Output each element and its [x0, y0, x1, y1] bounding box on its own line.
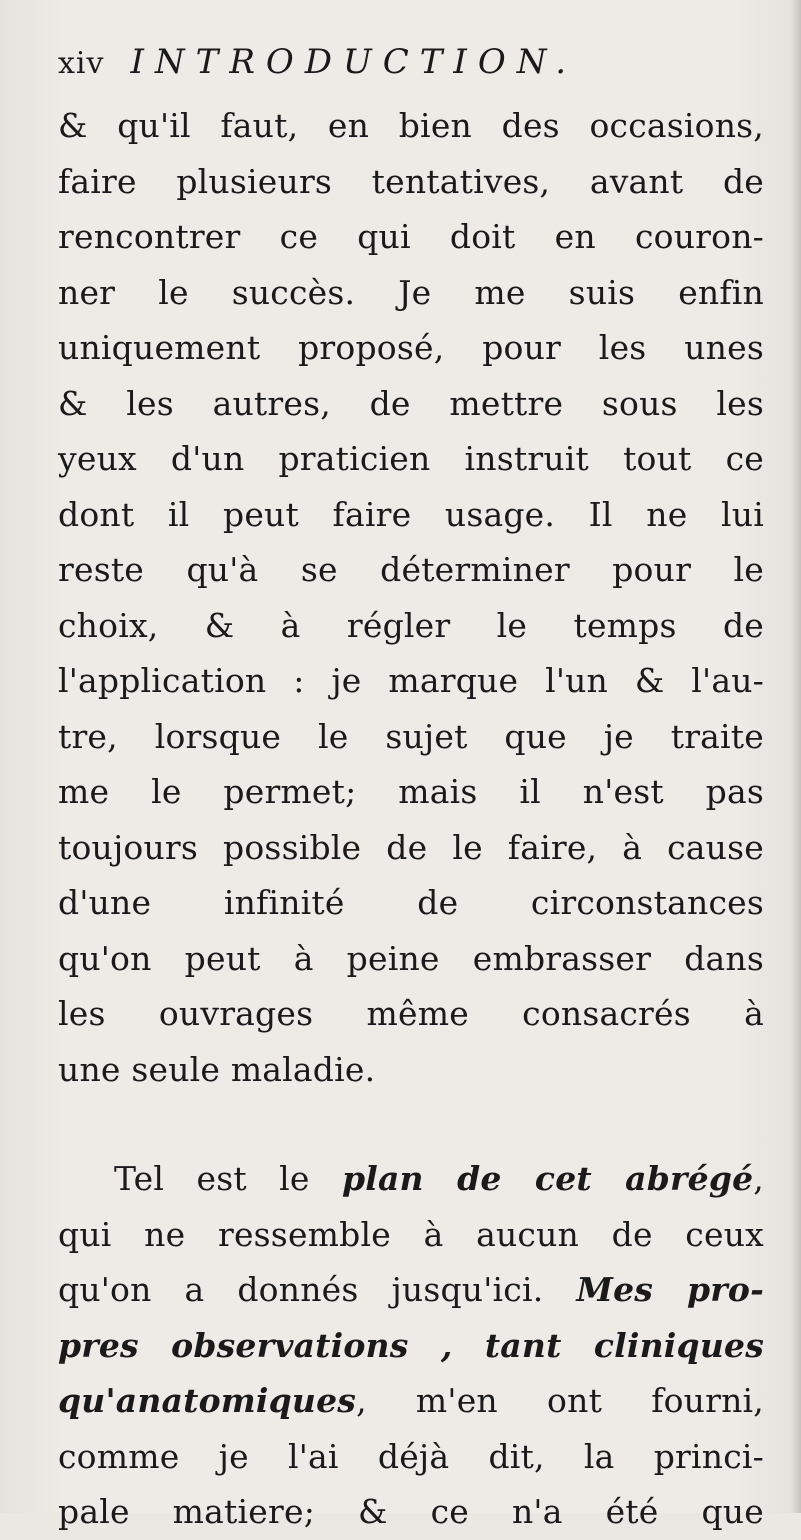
text-run: , m'en ont fourni,: [356, 1381, 764, 1420]
text-line: [58, 1151, 764, 1207]
text-line: yeux d'un praticien instruit tout ce: [58, 439, 764, 478]
text-line: toujours possible de le faire, à cause: [58, 827, 764, 867]
italic-text-line: pres observations , tant cliniques: [58, 1325, 764, 1365]
running-head: INTRODUCTION.: [130, 42, 578, 82]
paragraph-1: [58, 98, 764, 1097]
page-header: [58, 42, 577, 92]
text-line: les ouvrages même consacrés à: [58, 994, 764, 1033]
text-line: tre, lorsque le sujet que je traite: [58, 716, 764, 756]
text-line: choix, & à régler le temps de: [58, 605, 764, 645]
body-text: [58, 98, 764, 1540]
text-line: pale matiere; & ce n'a été que: [58, 1492, 764, 1531]
text-line: qu'on peut à peine embrasser dans: [58, 938, 764, 978]
text-line: & les autres, de mettre sous les: [58, 383, 764, 423]
text-line: une seule maladie.: [58, 1049, 376, 1089]
text-line: me le permet; mais il n'est pas: [58, 772, 764, 811]
text-line: uniquement proposé, pour les unes: [58, 328, 764, 367]
text-line: comme je l'ai déjà dit, la princi-: [58, 1436, 764, 1476]
text-line: faire plusieurs tentatives, avant de: [58, 161, 764, 201]
text-line: [58, 1373, 764, 1429]
text-line: dont il peut faire usage. Il ne lui: [58, 494, 764, 534]
text-line: d'une infinité de circonstances: [58, 883, 764, 922]
text-run: ,: [753, 1159, 764, 1198]
page-edge-shadow: [791, 0, 801, 1513]
paragraph-gap: [58, 1097, 764, 1151]
paragraph-2: [58, 1151, 764, 1540]
text-line: [58, 1262, 764, 1318]
text-line: rencontrer ce qui doit en couron-: [58, 217, 764, 256]
italic-title-run: qu'anatomiques: [58, 1381, 357, 1420]
text-line: & qu'il faut, en bien des occasions,: [58, 106, 764, 145]
text-line: qui ne ressemble à aucun de ceux: [58, 1214, 764, 1254]
italic-title-run: Mes pro-: [576, 1270, 764, 1309]
text-run: Tel est le: [114, 1159, 342, 1198]
text-run: qu'on a donnés jusqu'ici.: [58, 1270, 577, 1309]
text-line: l'application : je marque l'un & l'au-: [58, 661, 764, 700]
folio-number: xiv: [58, 46, 105, 81]
text-line: reste qu'à se déterminer pour le: [58, 550, 764, 589]
italic-title-run: plan de cet abrégé: [341, 1159, 754, 1198]
text-line: ner le succès. Je me suis enfin: [58, 272, 764, 312]
